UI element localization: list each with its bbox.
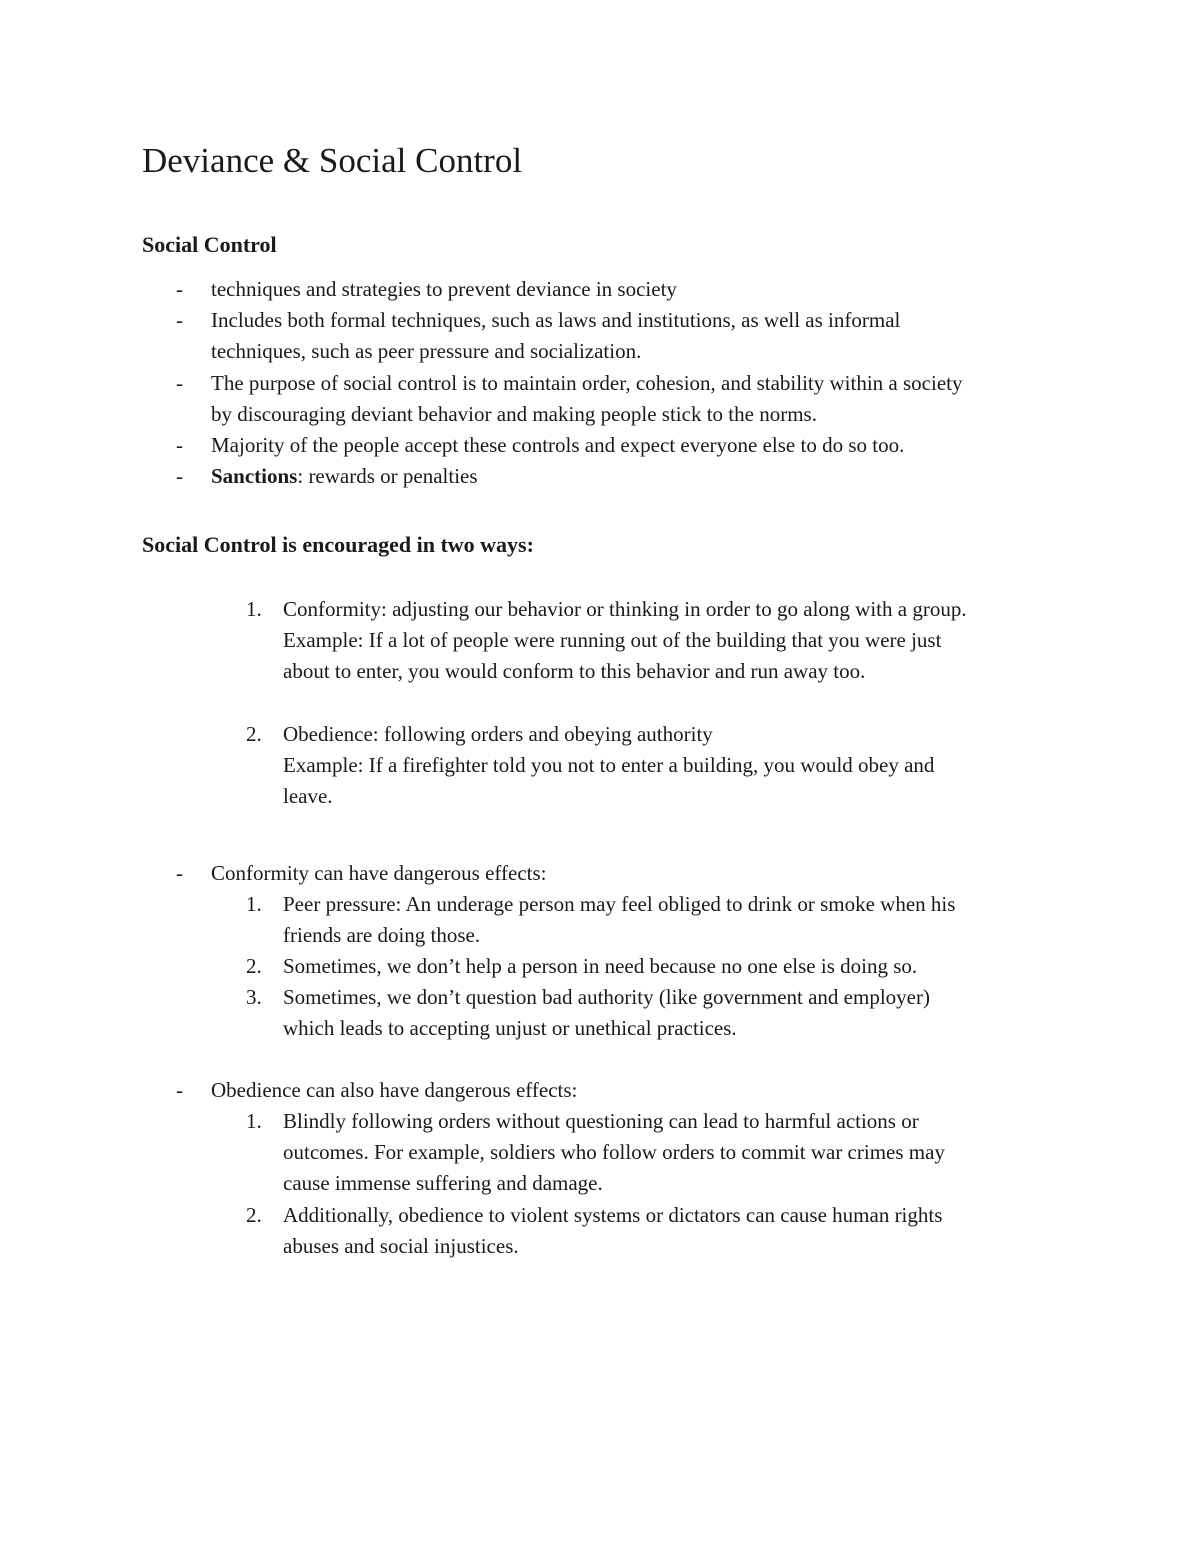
list-item-line: abuses and social injustices. <box>283 1234 519 1258</box>
list-item-line: techniques and strategies to prevent deviance in society <box>211 277 677 301</box>
bullet-marker: - <box>176 308 183 332</box>
list-item-line: Blindly following orders without questioning can lead to harmful actions or <box>283 1109 919 1133</box>
list-item-conformity <box>283 594 967 687</box>
list-item <box>283 1200 942 1262</box>
list-item-line: Conformity: adjusting our behavior or thinking in order to go along with a group. <box>283 597 967 621</box>
term-definition: : rewards or penalties <box>297 464 478 488</box>
list-item <box>283 1106 945 1199</box>
list-item-line: leave. <box>283 784 333 808</box>
list-item <box>211 305 900 367</box>
list-number: 2. <box>246 722 262 746</box>
list-item-line: outcomes. For example, soldiers who follow orders to commit war crimes may <box>283 1140 945 1164</box>
list-item-line: which leads to accepting unjust or unethical practices. <box>283 1016 737 1040</box>
list-item-line: Sometimes, we don’t help a person in need because no one else is doing so. <box>283 954 918 978</box>
list-number: 3. <box>246 985 262 1009</box>
list-item-conformity-effects <box>211 858 547 889</box>
page-title: Deviance & Social Control <box>142 141 523 180</box>
list-item-line: Peer pressure: An underage person may feel obliged to drink or smoke when his <box>283 892 956 916</box>
list-item-line: Conformity can have dangerous effects: <box>211 861 547 885</box>
list-item-line: Majority of the people accept these controls and expect everyone else to do so too. <box>211 433 905 457</box>
term-sanctions: Sanctions <box>211 464 298 488</box>
list-number: 2. <box>246 954 262 978</box>
list-item-line: friends are doing those. <box>283 923 481 947</box>
list-item <box>211 368 963 430</box>
list-item-line: Additionally, obedience to violent systems or dictators can cause human rights <box>283 1203 943 1227</box>
list-item-sanctions <box>211 461 478 492</box>
bullet-marker: - <box>176 1078 183 1102</box>
section-heading-two-ways: Social Control is encouraged in two ways: <box>142 532 534 557</box>
bullet-marker: - <box>176 861 183 885</box>
list-number: 1. <box>246 892 262 916</box>
list-number: 1. <box>246 1109 262 1133</box>
list-item <box>211 274 677 305</box>
list-item-line: Sometimes, we don’t question bad authority (like government and employer) <box>283 985 930 1009</box>
list-item-line: Obedience: following orders and obeying authority <box>283 722 713 746</box>
list-item-line: The purpose of social control is to maintain order, cohesion, and stability within a society <box>211 371 963 395</box>
list-item-line: Example: If a firefighter told you not to enter a building, you would obey and <box>283 753 935 777</box>
list-number: 1. <box>246 597 262 621</box>
section-heading-social-control: Social Control <box>142 232 277 257</box>
list-item-line <box>211 461 478 492</box>
bullet-marker: - <box>176 433 183 457</box>
list-item-line: techniques, such as peer pressure and socialization. <box>211 339 642 363</box>
list-item-line: cause immense suffering and damage. <box>283 1171 603 1195</box>
list-item <box>211 430 904 461</box>
list-item-obedience-effects <box>211 1075 577 1106</box>
list-item-line: about to enter, you would conform to this behavior and run away too. <box>283 659 866 683</box>
list-item <box>283 982 930 1044</box>
list-item-obedience <box>283 719 934 812</box>
list-item-line: Includes both formal techniques, such as laws and institutions, as well as informal <box>211 308 901 332</box>
list-item <box>283 951 917 982</box>
list-item-line: Example: If a lot of people were running out of the building that you were just <box>283 628 942 652</box>
bullet-marker: - <box>176 371 183 395</box>
list-number: 2. <box>246 1203 262 1227</box>
bullet-marker: - <box>176 277 183 301</box>
list-item-line: Obedience can also have dangerous effects: <box>211 1078 578 1102</box>
list-item-line: by discouraging deviant behavior and making people stick to the norms. <box>211 402 817 426</box>
bullet-marker: - <box>176 464 183 488</box>
list-item <box>283 889 955 951</box>
